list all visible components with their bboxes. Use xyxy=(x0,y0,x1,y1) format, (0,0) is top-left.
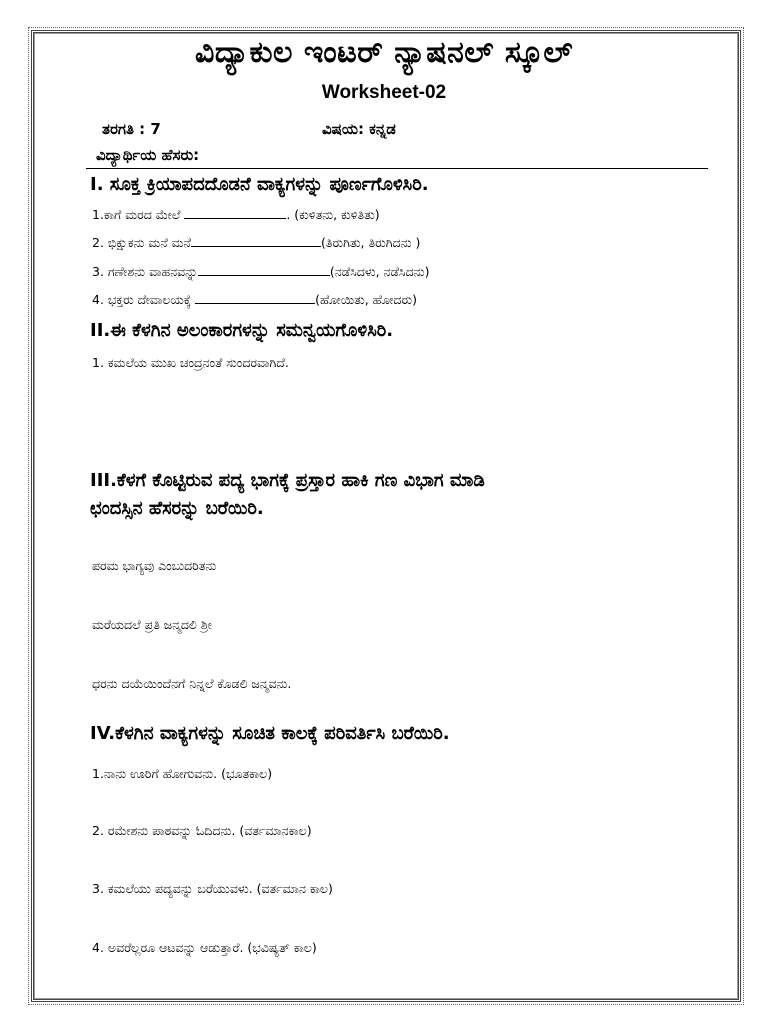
s4-question-3: 3. ಕಮಲೆಯು ಪದ್ಯವನ್ನು ಬರೆಯುವಳು. (ವರ್ತಮಾನ ಕಾಲ) xyxy=(92,881,333,896)
s1-q3-blank xyxy=(198,263,330,276)
header-divider xyxy=(86,168,708,169)
subject-label: ವಿಷಯ: ಕನ್ನಡ xyxy=(322,120,396,138)
s1-q4-prefix: 4. ಭಕ್ತರು ದೇವಾಲಯಕ್ಕೆ xyxy=(92,292,192,307)
s4-question-2: 2. ರಮೇಶನು ಪಾಠವನ್ನು ಓದಿದನು. (ವರ್ತಮಾನಕಾಲ) xyxy=(92,823,312,838)
s1-q2-prefix: 2. ಭಿಕ್ಷುಕನು ಮನೆ ಮನೆ xyxy=(92,235,192,250)
s2-question-1: 1. ಕಮಲೆಯ ಮುಖ ಚಂದ್ರನಂತೆ ಸುಂದರವಾಗಿದೆ. xyxy=(92,355,289,370)
section-4-title: IV.ಕೆಳಗಿನ ವಾಕ್ಯಗಳನ್ನು ಸೂಚಿತ ಕಾಲಕ್ಕೆ ಪರಿವರ್ತಿಸಿ ಬರೆಯಿರಿ. xyxy=(90,723,450,744)
s1-question-1 xyxy=(92,206,380,223)
poem-line-1: ಪರಮ ಭಾಗ್ಯವು ಎಂಬುದರಿತನು xyxy=(92,558,217,573)
section-2-title: II.ಈ ಕೆಳಗಿನ ಅಲಂಕಾರಗಳನ್ನು ಸಮನ್ವಯಗೊಳಿಸಿರಿ. xyxy=(90,320,394,341)
s1-q4-blank xyxy=(195,291,315,304)
s1-question-2 xyxy=(92,234,420,251)
s1-q4-options: (ಹೋಯಿತು, ಹೋದರು) xyxy=(315,292,417,307)
section-3-title-line-1: III.ಕೆಳಗೆ ಕೊಟ್ಟಿರುವ ಪದ್ಯ ಭಾಗಕ್ಕೆ ಪ್ರಸ್ತಾರ ಹಾಕಿ ಗಣ ವಿಭಾಗ ಮಾಡಿ xyxy=(90,470,485,491)
s1-q3-prefix: 3. ಗಣೇಶನು ವಾಹನವನ್ನು xyxy=(92,264,198,279)
s1-q3-options: (ನಡೆಸಿದಳು, ನಡೆಸಿದನು) xyxy=(329,264,430,279)
s1-q1-prefix: 1.ಕಾಗೆ ಮರದ ಮೇಲೆ xyxy=(92,207,181,222)
poem-line-3: ಧರನು ದಯೆಯಿಂದೆನಗೆ ನಿನ್ನಲೆ ಕೊಡಲಿ ಜನ್ಮವನು. xyxy=(92,676,292,691)
poem-line-2: ಮರೆಯದಲೆ ಪ್ರತಿ ಜನ್ಮದಲಿ ಶ್ರೀ xyxy=(92,617,212,632)
worksheet-title: Worksheet-02 xyxy=(321,82,447,103)
s1-q2-blank xyxy=(191,234,321,247)
s1-q2-options: (ತಿರುಗಿತು, ತಿರುಗಿದನು ) xyxy=(321,235,421,250)
s1-q1-options: . (ಕುಳಿತನು, ಕುಳಿತಿತು) xyxy=(286,207,380,222)
class-label: ತರಗತಿ : 7 xyxy=(102,120,161,138)
school-name: ವಿದ್ಯಾಕುಲ ಇಂಟರ್ ನ್ಯಾಷನಲ್ ಸ್ಕೂಲ್ xyxy=(195,35,573,70)
student-name-label: ವಿದ್ಯಾರ್ಥಿಯ ಹೆಸರು: xyxy=(96,146,200,164)
section-3-title-line-2: ಛಂದಸ್ಸಿನ ಹೆಸರನ್ನು ಬರೆಯಿರಿ. xyxy=(90,498,264,519)
section-1-title: I. ಸೂಕ್ತ ಕ್ರಿಯಾಪದದೊಡನೆ ವಾಕ್ಯಗಳನ್ನು ಪೂರ್ಣಗೊಳಿಸಿರಿ. xyxy=(90,174,429,195)
s4-question-1: 1.ನಾನು ಊರಿಗೆ ಹೋಗುವನು. (ಭೂತಕಾಲ) xyxy=(92,766,273,781)
s4-question-4: 4. ಅವರೆಲ್ಲರೂ ಆಟವನ್ನು ಆಡುತ್ತಾರೆ. (ಭವಿಷ್ಯತ್ ಕಾಲ) xyxy=(92,940,317,955)
s1-q1-blank xyxy=(184,206,286,219)
s1-question-4 xyxy=(92,291,417,308)
s1-question-3 xyxy=(92,263,429,280)
